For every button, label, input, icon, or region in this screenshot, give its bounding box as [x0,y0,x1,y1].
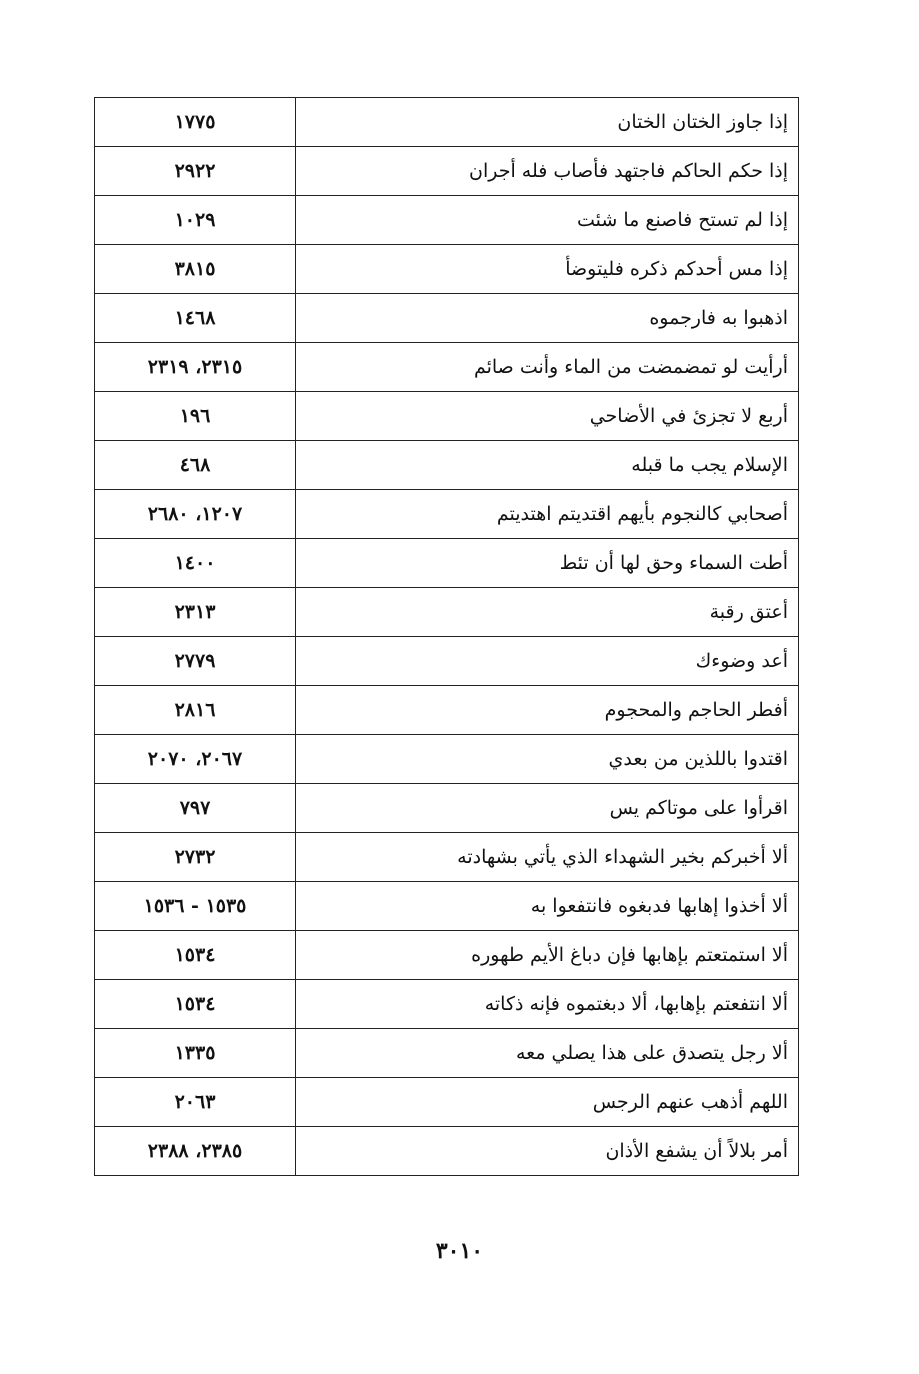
table-row [95,245,799,294]
hadith-text-cell: أعد وضوءك [296,637,799,686]
hadith-reference-numbers-cell: ٢٠٦٧، ٢٠٧٠ [95,735,296,784]
hadith-text-cell: ألا استمتعتم بإهابها فإن دباغ الأيم طهوره [296,931,799,980]
hadith-reference-numbers-cell: ١٤٠٠ [95,539,296,588]
page-number: ٣٠١٠ [435,1238,484,1264]
hadith-reference-numbers-cell: ١٢٠٧، ٢٦٨٠ [95,490,296,539]
table-row [95,539,799,588]
hadith-reference-numbers-cell: ٧٩٧ [95,784,296,833]
hadith-text-cell: اقتدوا باللذين من بعدي [296,735,799,784]
hadith-text-cell: أصحابي كالنجوم بأيهم اقتديتم اهتديتم [296,490,799,539]
table-row [95,343,799,392]
hadith-reference-numbers-cell: ٢٣١٣ [95,588,296,637]
table-row [95,98,799,147]
table-row [95,980,799,1029]
hadith-reference-numbers-cell: ٢٨١٦ [95,686,296,735]
table-row [95,294,799,343]
hadith-reference-numbers-cell: ١٧٧٥ [95,98,296,147]
table-row [95,637,799,686]
hadith-text-cell: ألا أخذوا إهابها فدبغوه فانتفعوا به [296,882,799,931]
table-row [95,490,799,539]
hadith-reference-numbers-cell: ٢٧٣٢ [95,833,296,882]
hadith-reference-numbers-cell: ٣٨١٥ [95,245,296,294]
hadith-text-cell: ألا أخبركم بخير الشهداء الذي يأتي بشهادته [296,833,799,882]
hadith-text-cell: اقرأوا على موتاكم يس [296,784,799,833]
hadith-text-cell: إذا مس أحدكم ذكره فليتوضأ [296,245,799,294]
hadith-text-cell: اللهم أذهب عنهم الرجس [296,1078,799,1127]
hadith-reference-numbers-cell: ١٩٦ [95,392,296,441]
table-row [95,441,799,490]
table-row [95,735,799,784]
hadith-text-cell: إذا جاوز الختان الختان [296,98,799,147]
table-row [95,931,799,980]
hadith-reference-numbers-cell: ٢٩٢٢ [95,147,296,196]
hadith-reference-numbers-cell: ١٥٣٤ [95,931,296,980]
hadith-text-cell: أمر بلالاً أن يشفع الأذان [296,1127,799,1176]
hadith-text-cell: إذا لم تستح فاصنع ما شئت [296,196,799,245]
hadith-reference-numbers-cell: ١٣٣٥ [95,1029,296,1078]
table-row [95,1127,799,1176]
hadith-text-cell: ألا رجل يتصدق على هذا يصلي معه [296,1029,799,1078]
table-row [95,882,799,931]
table-row [95,588,799,637]
hadith-text-cell: أرأيت لو تمضمضت من الماء وأنت صائم [296,343,799,392]
hadith-reference-numbers-cell: ١٥٣٥ - ١٥٣٦ [95,882,296,931]
hadith-text-cell: ألا انتفعتم بإهابها، ألا دبغتموه فإنه ذكاته [296,980,799,1029]
table-row [95,147,799,196]
hadith-reference-numbers-cell: ٢٣١٥، ٢٣١٩ [95,343,296,392]
hadith-reference-numbers-cell: ٢٧٧٩ [95,637,296,686]
table-row [95,686,799,735]
table-row [95,833,799,882]
hadith-text-cell: أفطر الحاجم والمحجوم [296,686,799,735]
table-row [95,784,799,833]
hadith-text-cell: أطت السماء وحق لها أن تئط [296,539,799,588]
hadith-reference-numbers-cell: ٢٠٦٣ [95,1078,296,1127]
hadith-text-cell: اذهبوا به فارجموه [296,294,799,343]
table-row [95,196,799,245]
hadith-index-body [95,98,799,1176]
table-row [95,1029,799,1078]
hadith-text-cell: الإسلام يجب ما قبله [296,441,799,490]
table-row [95,1078,799,1127]
hadith-reference-numbers-cell: ١٠٢٩ [95,196,296,245]
table-row [95,392,799,441]
hadith-reference-numbers-cell: ١٥٣٤ [95,980,296,1029]
hadith-reference-numbers-cell: ٤٦٨ [95,441,296,490]
hadith-reference-numbers-cell: ٢٣٨٥، ٢٣٨٨ [95,1127,296,1176]
hadith-reference-numbers-cell: ١٤٦٨ [95,294,296,343]
hadith-text-cell: أعتق رقبة [296,588,799,637]
hadith-text-cell: إذا حكم الحاكم فاجتهد فأصاب فله أجران [296,147,799,196]
hadith-index-table [94,97,799,1176]
hadith-text-cell: أربع لا تجزئ في الأضاحي [296,392,799,441]
